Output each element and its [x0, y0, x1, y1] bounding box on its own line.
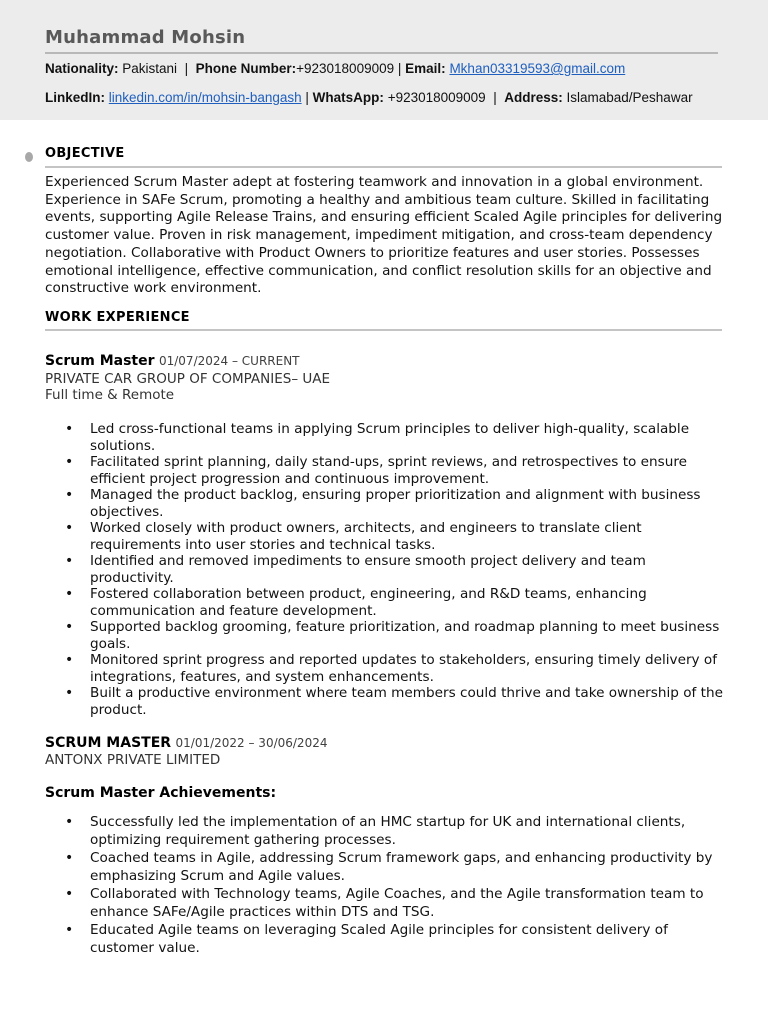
achievements-heading: Scrum Master Achievements: — [45, 785, 277, 801]
list-item: • Managed the product backlog, ensuring proper prioritization and alignment with business objectives. — [45, 487, 725, 520]
linkedin-label: LinkedIn: — [45, 90, 105, 105]
work-experience-divider — [45, 329, 722, 331]
linkedin-link[interactable]: linkedin.com/in/mohsin-bangash — [108, 90, 302, 105]
separator: | — [184, 61, 189, 76]
phone-label: Phone Number: — [195, 61, 297, 76]
list-item: • Collaborated with Technology teams, Agile Coaches, and the Agile transformation team to enhance SAFe/Agile practices within DTS and TSG. — [45, 885, 725, 921]
list-item: • Fostered collaboration between product, engineering, and R&D teams, enhancing communication and feature development. — [45, 586, 725, 619]
decorative-dot-icon — [25, 152, 33, 162]
job-1-type: Full time & Remote — [45, 387, 175, 403]
list-item: • Coached teams in Agile, addressing Scrum framework gaps, and enhancing productivity by emphasizing Scrum and Agile values. — [45, 849, 725, 885]
email-link[interactable]: Mkhan03319593@gmail.com — [449, 61, 626, 76]
list-item: • Monitored sprint progress and reported updates to stakeholders, ensuring timely delivery of integrations, features, and system enhancements. — [45, 652, 725, 685]
list-item: • Educated Agile teams on leveraging Scaled Agile principles for consistent delivery of customer value. — [45, 921, 725, 957]
phone-value: +923018009009 — [296, 61, 395, 76]
address-value: Islamabad/Peshawar — [566, 90, 693, 105]
candidate-name: Muhammad Mohsin — [45, 27, 246, 48]
whatsapp-value: +923018009009 — [387, 90, 486, 105]
contact-line-1 — [45, 61, 625, 76]
contact-line-2 — [45, 90, 693, 105]
separator: | — [305, 90, 309, 105]
job-2-company: ANTONX PRIVATE LIMITED — [45, 752, 221, 768]
list-item: • Successfully led the implementation of an HMC startup for UK and international clients, optimizing requirement gathering processes. — [45, 813, 725, 849]
objective-text: Experienced Scrum Master adept at fostering teamwork and innovation in a global environment. Experience in SAFe Scrum, promoting a healthy and ambitious team culture. Skilled in facilitating events, supporting Agile Release Trains, and ensuring efficient Scaled Agile principles for delivering customer value. Proven in risk management, impediment mitigation, and cross-team dependency negotiation. Collaborative with Product Owners to prioritize features and user stories. Possesses emotional intelligence, effective communication, and conflict resolution skills for an objective and constructive work environment. — [45, 174, 723, 297]
job-2-bullets — [45, 813, 725, 957]
name-divider — [45, 52, 718, 54]
job-2-title: SCRUM MASTER — [45, 735, 172, 751]
header-band — [0, 0, 768, 120]
list-item: • Worked closely with product owners, architects, and engineers to translate client requirements into user stories and technical tasks. — [45, 520, 725, 553]
objective-heading: OBJECTIVE — [45, 146, 125, 161]
list-item: • Facilitated sprint planning, daily stand-ups, sprint reviews, and retrospectives to ensure efficient project progression and continuous improvement. — [45, 454, 725, 487]
job-1-company: PRIVATE CAR GROUP OF COMPANIES– UAE — [45, 371, 331, 387]
list-item: • Built a productive environment where team members could thrive and take ownership of the product. — [45, 685, 725, 718]
job-1-header — [45, 353, 300, 369]
work-experience-heading: WORK EXPERIENCE — [45, 310, 190, 325]
address-label: Address: — [504, 90, 563, 105]
job-1-title: Scrum Master — [45, 353, 155, 369]
list-item: • Supported backlog grooming, feature prioritization, and roadmap planning to meet business goals. — [45, 619, 725, 652]
job-1-dates: 01/07/2024 – CURRENT — [158, 354, 300, 368]
job-2-header — [45, 735, 327, 751]
whatsapp-label: WhatsApp: — [312, 90, 384, 105]
nationality-value: Pakistani — [122, 61, 178, 76]
separator: | — [493, 90, 497, 105]
job-1-bullets — [45, 421, 725, 718]
job-2-dates: 01/01/2022 – 30/06/2024 — [175, 736, 328, 750]
list-item: • Identified and removed impediments to ensure smooth project delivery and team productivity. — [45, 553, 725, 586]
list-item: • Led cross-functional teams in applying Scrum principles to deliver high-quality, scalable solutions. — [45, 421, 725, 454]
email-label: Email: — [405, 61, 446, 76]
objective-divider — [45, 166, 722, 168]
nationality-label: Nationality: — [45, 61, 119, 76]
separator: | — [397, 61, 402, 76]
